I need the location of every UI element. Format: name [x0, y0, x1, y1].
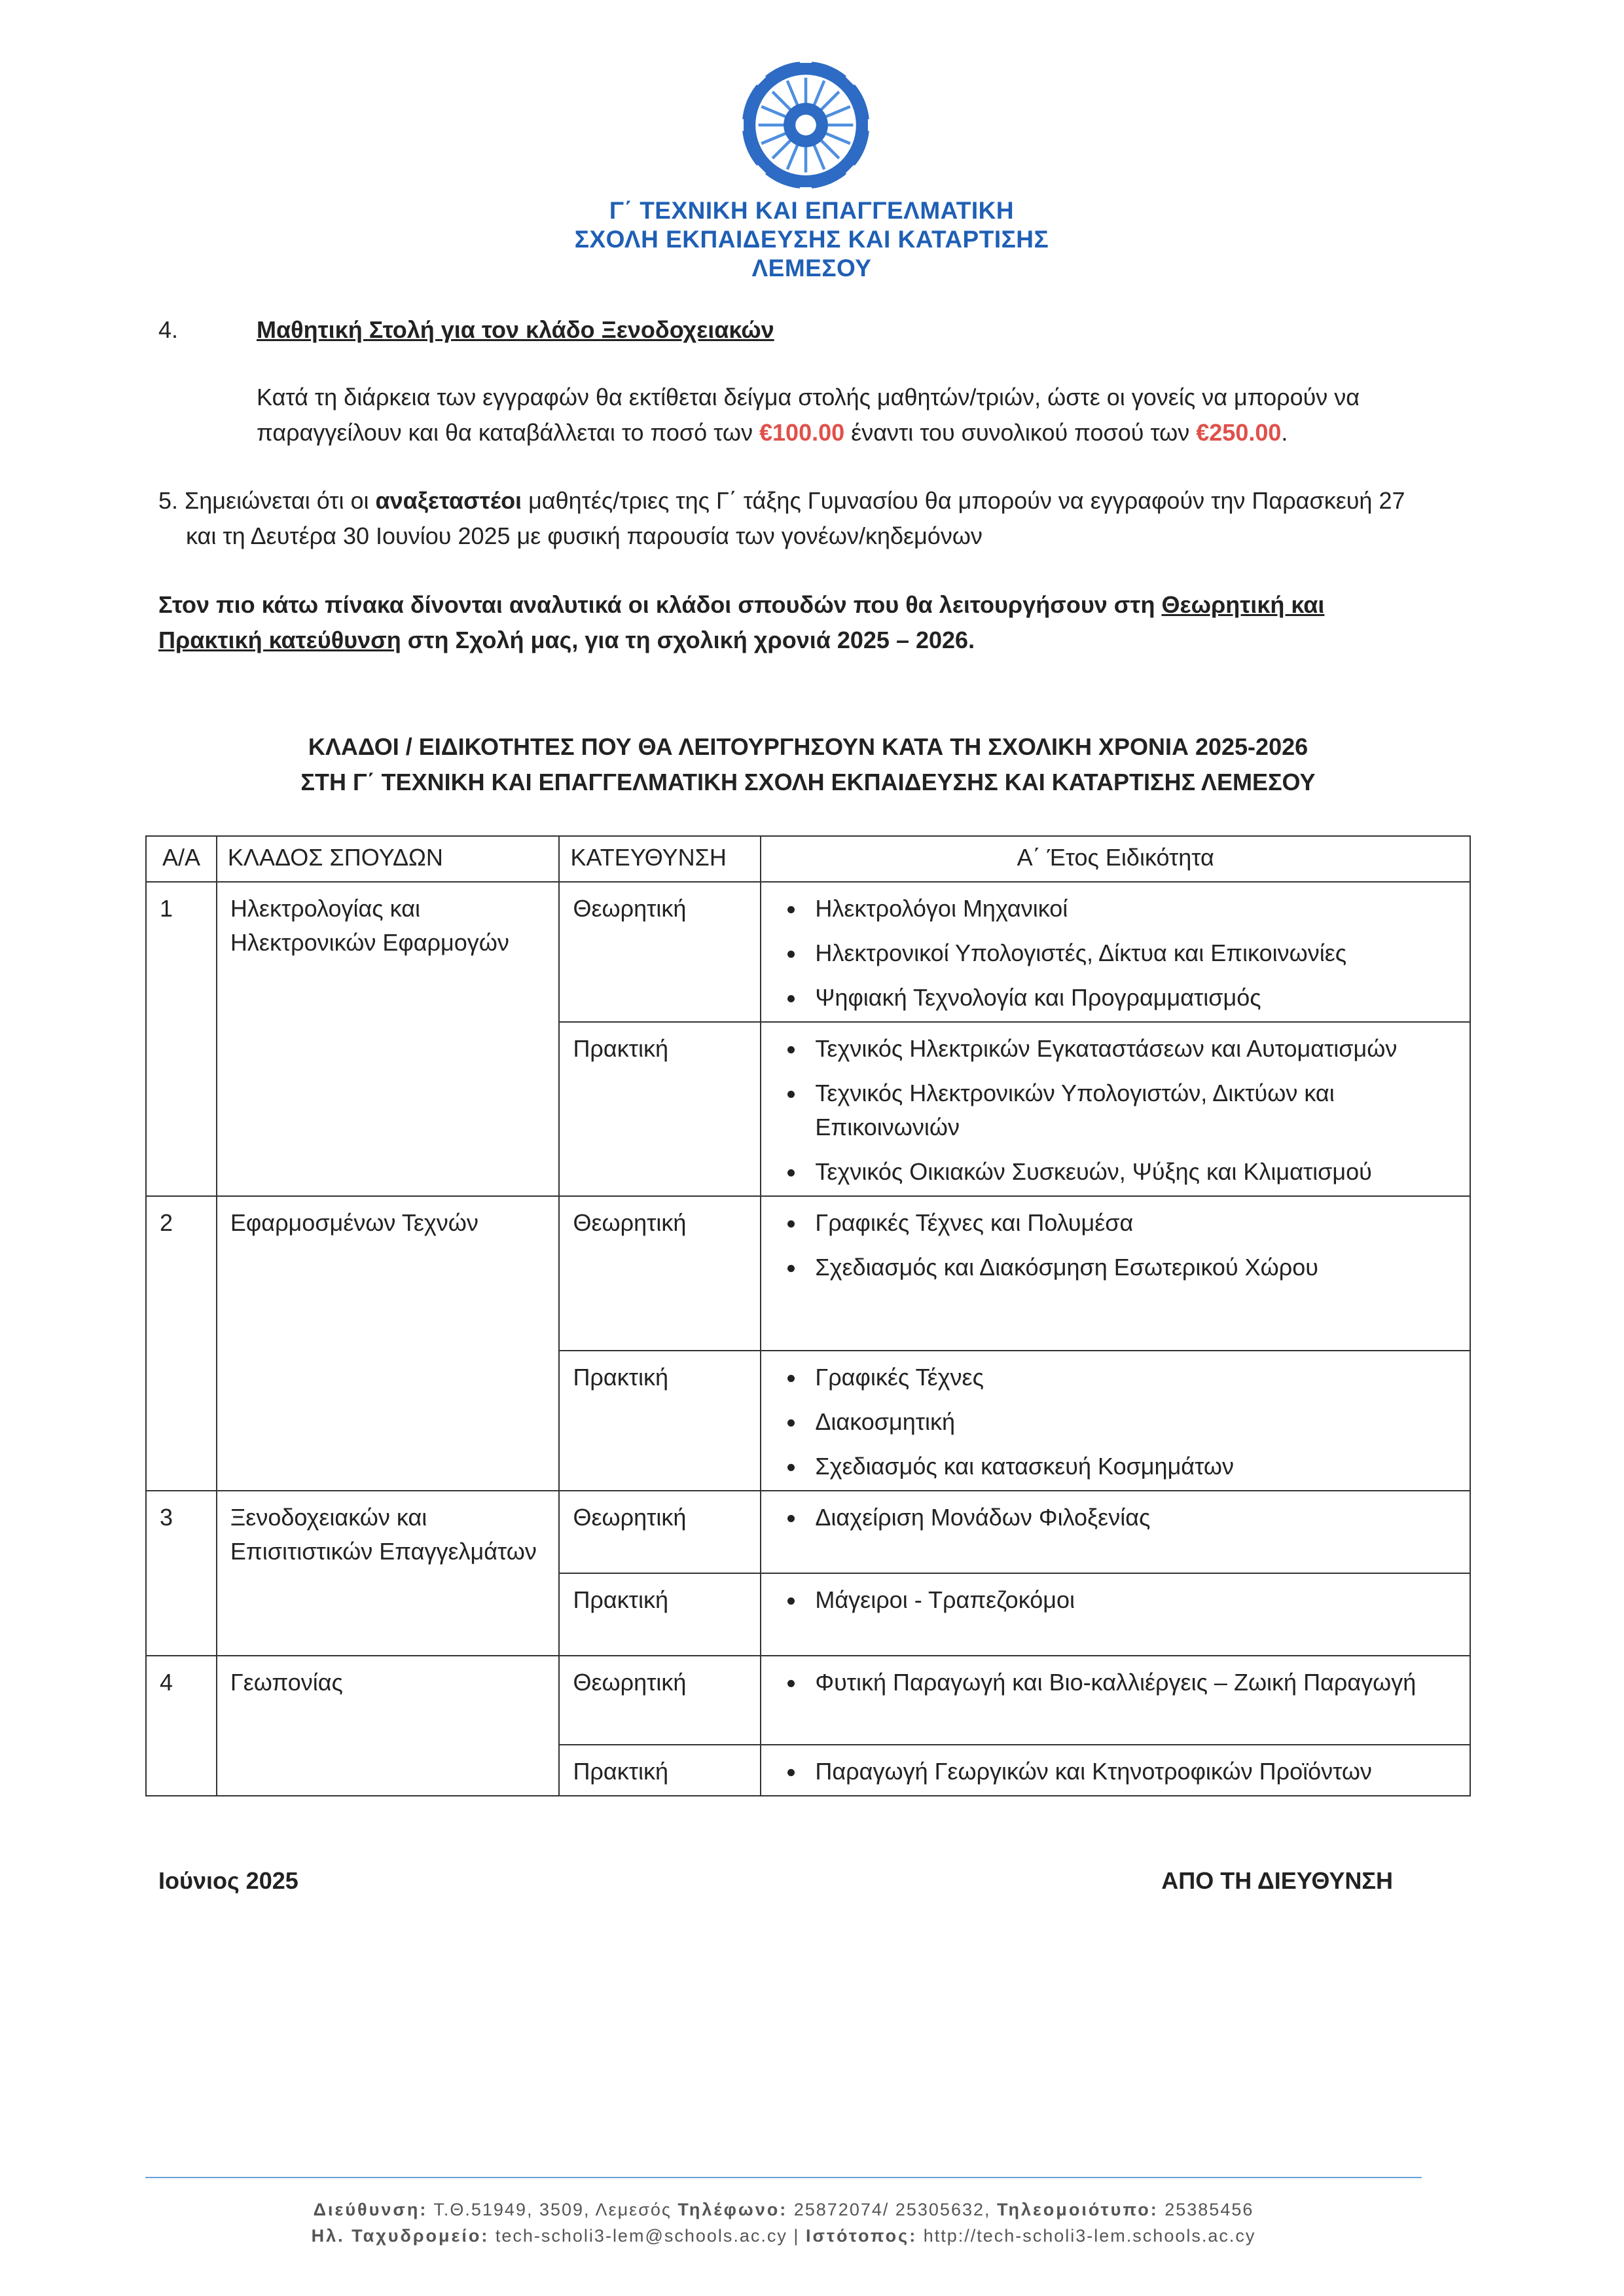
intro-line1: Στον πιο κάτω πίνακα δίνονται αναλυτικά οι κλάδοι σπουδών που θα λειτουργήσουν στη Θεωρητική και [158, 591, 1325, 618]
specialty-item: Διακοσμητική [774, 1405, 1456, 1439]
row-direction: Θεωρητική [559, 1491, 761, 1573]
signoff-date: Ιούνιος 2025 [158, 1867, 298, 1894]
row-number: 4 [146, 1656, 217, 1796]
row-branch: Ηλεκτρολογίας και Ηλεκτρονικών Εφαρμογών [217, 882, 560, 1196]
specialty-list [774, 1583, 1456, 1617]
specialty-item: Τεχνικός Ηλεκτρικών Εγκαταστάσεων και Αυτοματισμών [774, 1032, 1456, 1066]
specialty-item: Γραφικές Τέχνες και Πολυμέσα [774, 1206, 1456, 1240]
school-name-line2: ΣΧΟΛΗ ΕΚΠΑΙΔΕΥΣΗΣ ΚΑΙ ΚΑΤΑΡΤΙΣΗΣ [574, 226, 1049, 253]
specialty-list [774, 1360, 1456, 1484]
intro-line2: Πρακτική κατεύθυνση στη Σχολή μας, για τη σχολική χρονιά 2025 – 2026. [158, 627, 975, 653]
specialty-item: Διαχείριση Μονάδων Φιλοξενίας [774, 1501, 1456, 1535]
specialty-item: Σχεδιασμός και Διακόσμηση Εσωτερικού Χώρου [774, 1250, 1456, 1285]
row-number: 2 [146, 1196, 217, 1491]
school-logo [732, 51, 880, 199]
footer-website[interactable]: http://tech-scholi3-lem.schools.ac.cy [917, 2226, 1256, 2246]
footer-email[interactable]: tech-scholi3-lem@schools.ac.cy | [489, 2226, 806, 2246]
specialty-list [774, 1032, 1456, 1189]
specialty-list [774, 1666, 1456, 1700]
specialty-item: Γραφικές Τέχνες [774, 1360, 1456, 1394]
row-number: 3 [146, 1491, 217, 1656]
specialty-item: Ηλεκτρολόγοι Μηχανικοί [774, 892, 1456, 926]
row-direction: Πρακτική [559, 1022, 761, 1196]
row-direction: Θεωρητική [559, 1196, 761, 1351]
header-specialty: Α΄ Έτος Ειδικότητα [761, 836, 1470, 882]
section4-line1: Κατά τη διάρκεια των εγγραφών θα εκτίθεται δείγμα στολής μαθητών/τριών, ώστε οι γονείς να μπορούν να [257, 384, 1360, 410]
specialty-item: Παραγωγή Γεωργικών και Κτηνοτροφικών Προϊόντων [774, 1755, 1456, 1789]
specialty-item: Φυτική Παραγωγή και Βιο-καλλιέργεις – Ζωική Παραγωγή [774, 1666, 1456, 1700]
row-number: 1 [146, 882, 217, 1196]
footer-line2: Ηλ. Ταχυδρομείο: tech-scholi3-lem@schools.ac.cy | Ιστότοπος: http://tech-scholi3-lem.schools.ac.cy [311, 2226, 1256, 2246]
section4-line2: παραγγείλουν και θα καταβάλλεται το ποσό των €100.00 έναντι του συνολικού ποσού των €250.00. [257, 419, 1288, 446]
footer-line1: Διεύθυνση: Τ.Θ.51949, 3509, Λεμεσός Τηλέφωνο: 25872074/ 25305632, Τηλεομοιότυπο: 25385456 [313, 2200, 1254, 2219]
section4-number: 4. [158, 316, 179, 343]
row-direction: Πρακτική [559, 1573, 761, 1656]
specialty-list [774, 1206, 1456, 1285]
table-title-line1: ΚΛΑΔΟΙ / ΕΙΔΙΚΟΤΗΤΕΣ ΠΟΥ ΘΑ ΛΕΙΤΟΥΡΓΗΣΟΥΝ ΚΑΤΑ ΤΗ ΣΧΟΛΙΚΗ ΧΡΟΝΙΑ 2025-2026 [308, 733, 1308, 760]
signoff-from: ΑΠΟ ΤΗ ΔΙΕΥΘΥΝΣΗ [1161, 1867, 1393, 1894]
specialty-item: Μάγειροι - Τραπεζοκόμοι [774, 1583, 1456, 1617]
section5-line2: και τη Δευτέρα 30 Ιουνίου 2025 με φυσική παρουσία των γονέων/κηδεμόνων [186, 522, 983, 549]
section5-line1: 5. Σημειώνεται ότι οι αναξεταστέοι μαθητές/τριες της Γ΄ τάξης Γυμνασίου θα μπορούν να εγγραφούν την Παρασκευή 27 [158, 487, 1405, 514]
specialty-item: Τεχνικός Οικιακών Συσκευών, Ψύξης και Κλιματισμού [774, 1155, 1456, 1189]
table-row [146, 1656, 1470, 1745]
row-branch: Ξενοδοχειακών και Επισιτιστικών Επαγγελμάτων [217, 1491, 560, 1656]
table-row [146, 882, 1470, 1022]
header-branch: ΚΛΑΔΟΣ ΣΠΟΥΔΩΝ [217, 836, 560, 882]
branches-table [145, 835, 1471, 1796]
table-title-line2: ΣΤΗ Γ΄ ΤΕΧΝΙΚΗ ΚΑΙ ΕΠΑΓΓΕΛΜΑΤΙΚΗ ΣΧΟΛΗ ΕΚΠΑΙΔΕΥΣΗΣ ΚΑΙ ΚΑΤΑΡΤΙΣΗΣ ΛΕΜΕΣΟΥ [300, 769, 1316, 795]
amount-deposit: €100.00 [759, 419, 845, 446]
specialty-item: Ηλεκτρονικοί Υπολογιστές, Δίκτυα και Επικοινωνίες [774, 936, 1456, 970]
row-direction: Θεωρητική [559, 1656, 761, 1745]
school-name-line3: ΛΕΜΕΣΟΥ [751, 255, 872, 282]
amount-total: €250.00 [1196, 419, 1282, 446]
row-direction: Πρακτική [559, 1351, 761, 1491]
row-direction: Θεωρητική [559, 882, 761, 1022]
specialty-item: Τεχνικός Ηλεκτρονικών Υπολογιστών, Δικτύων και Επικοινωνιών [774, 1076, 1456, 1144]
school-name-line1: Γ΄ ΤΕΧΝΙΚΗ ΚΑΙ ΕΠΑΓΓΕΛΜΑΤΙΚΗ [609, 197, 1015, 224]
row-branch: Γεωπονίας [217, 1656, 560, 1796]
header-aa: Α/Α [146, 836, 217, 882]
header-direction: ΚΑΤΕΥΘΥΝΣΗ [559, 836, 761, 882]
row-direction: Πρακτική [559, 1745, 761, 1796]
specialty-item: Ψηφιακή Τεχνολογία και Προγραμματισμός [774, 981, 1456, 1015]
footer-divider [145, 2177, 1422, 2178]
specialty-list [774, 892, 1456, 1015]
table-row [146, 1491, 1470, 1573]
table-header-row [146, 836, 1470, 882]
row-branch: Εφαρμοσμένων Τεχνών [217, 1196, 560, 1491]
section4-title: Μαθητική Στολή για τον κλάδο Ξενοδοχειακών [257, 316, 774, 343]
table-row [146, 1196, 1470, 1351]
specialty-item: Σχεδιασμός και κατασκευή Κοσμημάτων [774, 1449, 1456, 1484]
specialty-list [774, 1501, 1456, 1535]
specialty-list [774, 1755, 1456, 1789]
